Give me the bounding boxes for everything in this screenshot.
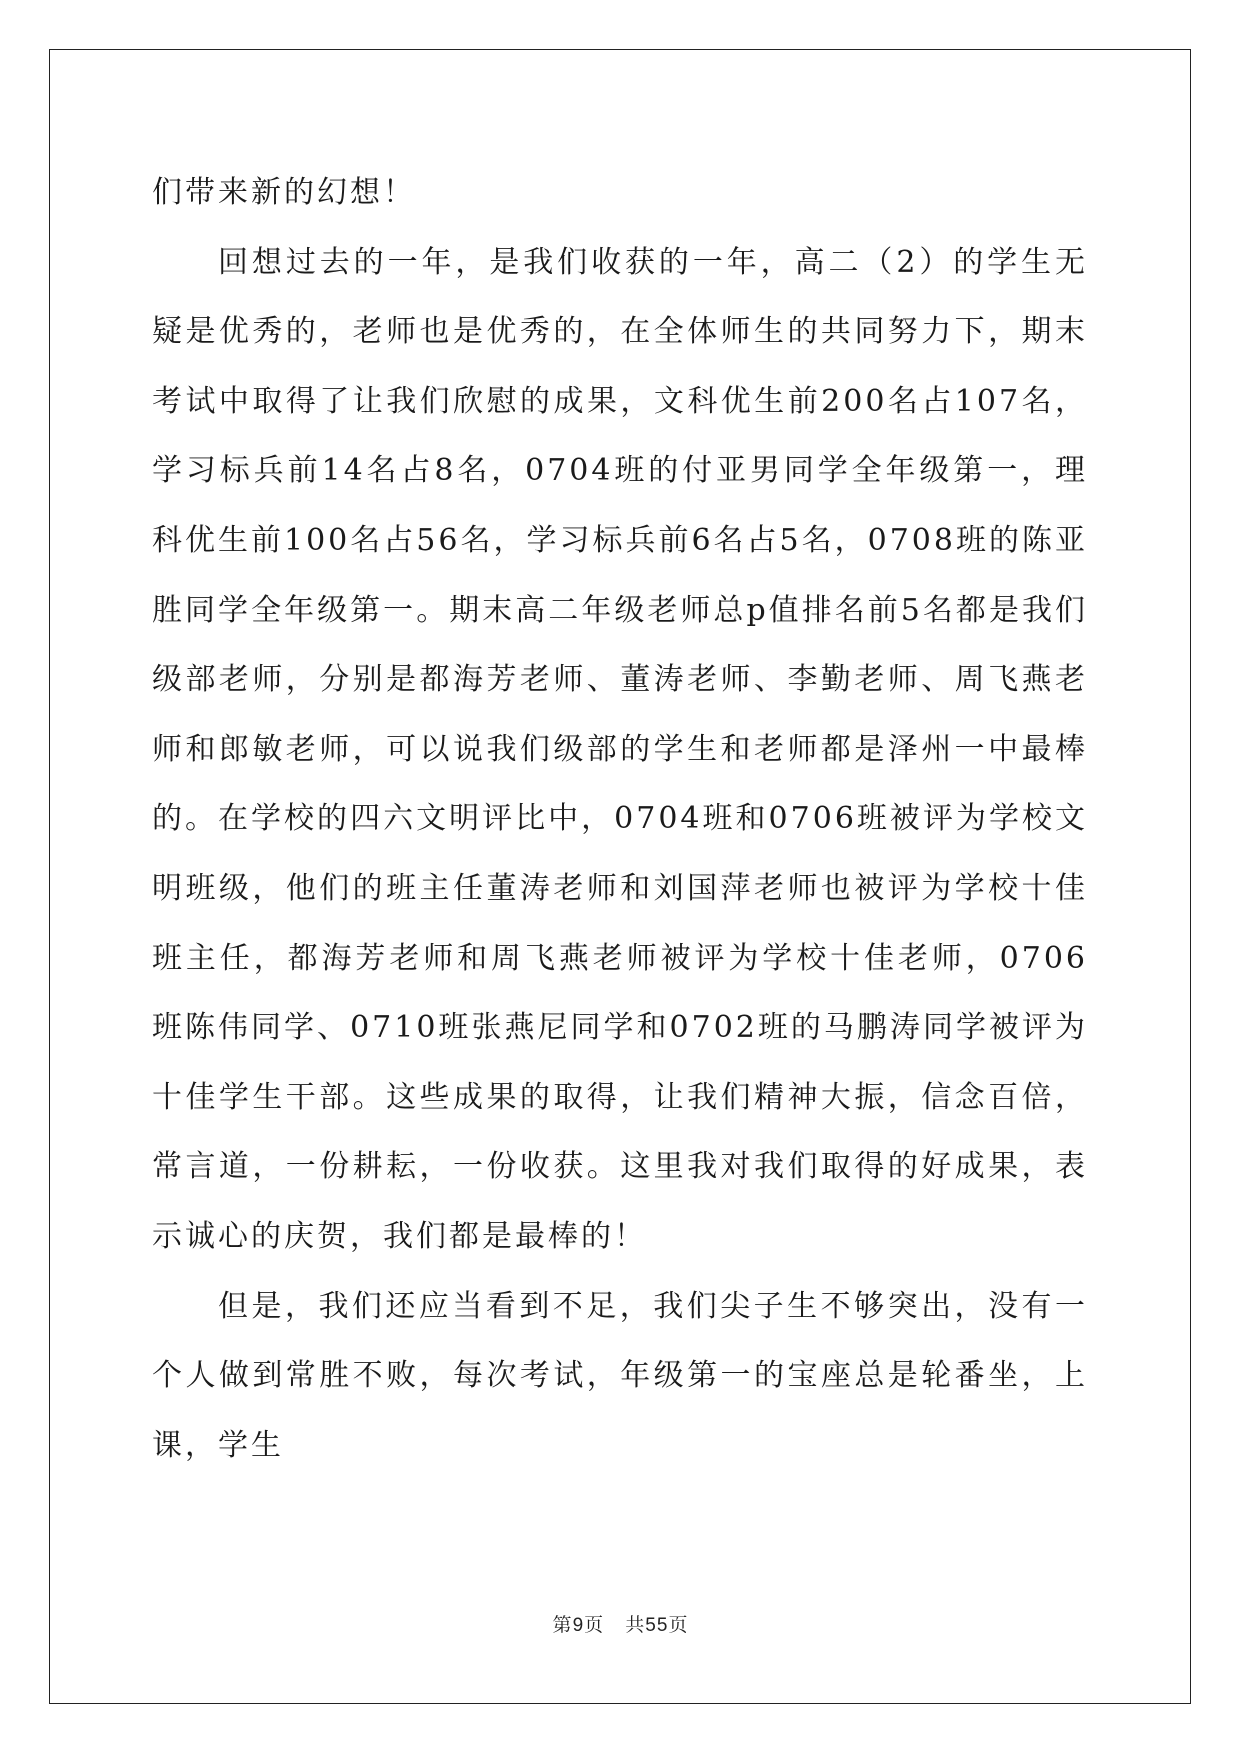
total-suffix: 页 [668, 1614, 689, 1636]
paragraph-2: 回想过去的一年，是我们收获的一年，高二（2）的学生无疑是优秀的，老师也是优秀的，在全体师生的共同努力下，期末考试中取得了让我们欣慰的成果，文科优生前200名占107名，学习标兵前14名占8名，0704班的付亚男同学全年级第一，理科优生前100名占56名，学习标兵前6名占5名，0708班的陈亚胜同学全年级第一。期末高二年级老师总p值排名前5名都是我们级部老师，分别是都海芳老师、董涛老师、李勤老师、周飞燕老师和郎敏老师，可以说我们级部的学生和老师都是泽州一中最棒的。在学校的四六文明评比中，0704班和0706班被评为学校文明班级，他们的班主任董涛老师和刘国萍老师也被评为学校十佳班主任，都海芳老师和周飞燕老师被评为学校十佳老师，0706班陈伟同学、0710班张燕尼同学和0702班的马鹏涛同学被评为十佳学生干部。这些成果的取得，让我们精神大振，信念百倍，常言道，一份耕耘，一份收获。这里我对我们取得的好成果，表示诚心的庆贺，我们都是最棒的！ [152, 244, 1088, 1254]
page-prefix: 第 [552, 1614, 573, 1636]
page-footer [0, 1610, 1241, 1637]
total-pages: 55 [645, 1615, 669, 1636]
page-number: 9 [572, 1615, 585, 1636]
paragraph-3: 但是，我们还应当看到不足，我们尖子生不够突出，没有一个人做到常胜不败，每次考试，年级第一的宝座总是轮番坐，上课，学生 [152, 1288, 1088, 1463]
document-body [152, 158, 1088, 1480]
page-suffix: 页 [584, 1614, 605, 1636]
paragraph-1: 们带来新的幻想！ [152, 175, 416, 210]
total-prefix: 共 [625, 1614, 646, 1636]
